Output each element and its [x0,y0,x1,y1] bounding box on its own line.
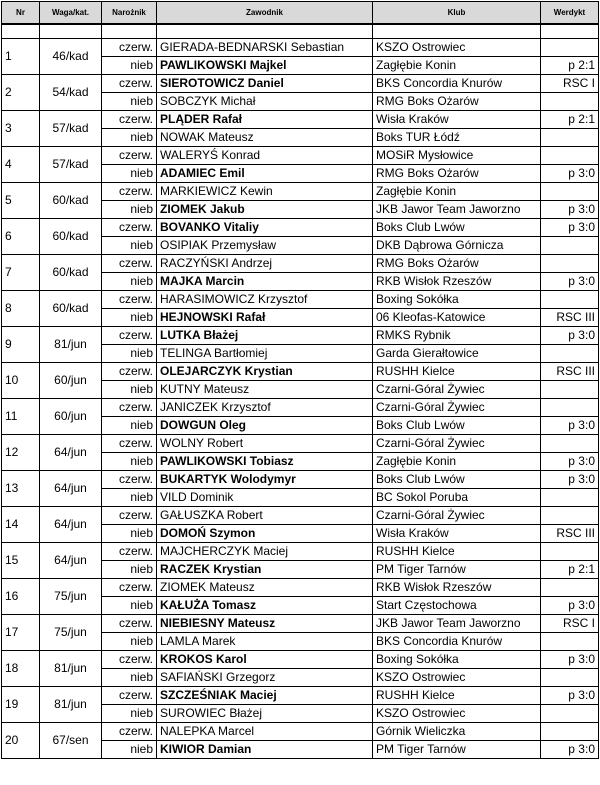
verdict-cell [541,93,599,111]
verdict-cell: RSC III [541,363,599,381]
club-name: Górnik Wieliczka [373,723,541,741]
club-name: BC Sokol Poruba [373,489,541,507]
table-row [2,507,599,525]
club-name: Boks Club Lwów [373,471,541,489]
corner-cell: nieb [102,417,157,435]
club-name: RKB Wisłok Rzeszów [373,579,541,597]
fighter-name: WOLNY Robert [157,435,373,453]
verdict-cell [541,489,599,507]
fighter-name: GIERADA-BEDNARSKI Sebastian [157,39,373,57]
fighter-name: LUTKA Błażej [157,327,373,345]
fighter-name: ZIOMEK Mateusz [157,579,373,597]
corner-cell: czerw. [102,687,157,705]
fighter-name: BUKARTYK Wolodymyr [157,471,373,489]
club-name: RMG Boks Ożarów [373,255,541,273]
spacer-cell [373,24,541,39]
bout-number: 8 [2,291,40,327]
club-name: MOSiR Mysłowice [373,147,541,165]
weight-category: 64/jun [40,471,102,507]
table-row [2,435,599,453]
corner-cell: czerw. [102,183,157,201]
table-row [2,471,599,489]
corner-cell: nieb [102,705,157,723]
verdict-cell [541,129,599,147]
corner-cell: czerw. [102,651,157,669]
weight-category: 64/jun [40,507,102,543]
club-name: DKB Dąbrowa Górnicza [373,237,541,255]
corner-cell: czerw. [102,327,157,345]
verdict-cell [541,147,599,165]
verdict-cell [541,435,599,453]
table-row [2,651,599,669]
table-row [2,219,599,237]
corner-cell: czerw. [102,399,157,417]
header-zawodnik: Zawodnik [157,2,373,25]
weight-category: 67/sen [40,723,102,759]
table-row [2,75,599,93]
club-name: Czarni-Góral Żywiec [373,507,541,525]
club-name: RMKS Rybnik [373,327,541,345]
fighter-name: WALERYŚ Konrad [157,147,373,165]
corner-cell: czerw. [102,147,157,165]
club-name: RMG Boks Ożarów [373,93,541,111]
verdict-cell: p 3:0 [541,597,599,615]
verdict-cell [541,345,599,363]
verdict-cell [541,381,599,399]
corner-cell: nieb [102,273,157,291]
corner-cell: nieb [102,561,157,579]
club-name: RUSHH Kielce [373,363,541,381]
corner-cell: czerw. [102,579,157,597]
club-name: Garda Gierałtowice [373,345,541,363]
table-row [2,399,599,417]
fighter-name: HARASIMOWICZ Krzysztof [157,291,373,309]
table-row [2,183,599,201]
fighter-name: GAŁUSZKA Robert [157,507,373,525]
club-name: Zagłębie Konin [373,453,541,471]
corner-cell: nieb [102,93,157,111]
bout-number: 18 [2,651,40,687]
bout-number: 2 [2,75,40,111]
fighter-name: MARKIEWICZ Kewin [157,183,373,201]
table-row [2,723,599,741]
bout-number: 9 [2,327,40,363]
verdict-cell: p 3:0 [541,417,599,435]
fighter-name: OSIPIAK Przemysław [157,237,373,255]
corner-cell: czerw. [102,363,157,381]
bout-number: 6 [2,219,40,255]
corner-cell: nieb [102,129,157,147]
bout-number: 5 [2,183,40,219]
verdict-cell: p 2:1 [541,111,599,129]
table-row [2,39,599,57]
table-row [2,255,599,273]
fighter-name: SUROWIEC Błażej [157,705,373,723]
weight-category: 60/jun [40,363,102,399]
club-name: Boks Club Lwów [373,219,541,237]
verdict-cell: RSC I [541,75,599,93]
corner-cell: czerw. [102,435,157,453]
weight-category: 60/kad [40,219,102,255]
corner-cell: nieb [102,669,157,687]
table-row [2,543,599,561]
verdict-cell [541,39,599,57]
table-row [2,291,599,309]
weight-category: 57/kad [40,147,102,183]
corner-cell: czerw. [102,615,157,633]
verdict-cell: RSC III [541,525,599,543]
spacer-cell [102,24,157,39]
header-nr: Nr [2,2,40,25]
bout-number: 7 [2,255,40,291]
bout-number: 13 [2,471,40,507]
bout-number: 4 [2,147,40,183]
corner-cell: nieb [102,201,157,219]
weight-category: 81/jun [40,327,102,363]
weight-category: 60/kad [40,183,102,219]
verdict-cell: p 3:0 [541,651,599,669]
fighter-name: SIEROTOWICZ Daniel [157,75,373,93]
club-name: Zagłębie Konin [373,183,541,201]
bout-number: 10 [2,363,40,399]
bout-number: 3 [2,111,40,147]
bout-number: 12 [2,435,40,471]
corner-cell: nieb [102,345,157,363]
club-name: RUSHH Kielce [373,543,541,561]
spacer-cell [40,24,102,39]
club-name: Boks TUR Łódź [373,129,541,147]
header-werdykt: Werdykt [541,2,599,25]
fighter-name: DOMOŃ Szymon [157,525,373,543]
table-row [2,327,599,345]
verdict-cell [541,399,599,417]
corner-cell: nieb [102,489,157,507]
corner-cell: czerw. [102,39,157,57]
verdict-cell [541,633,599,651]
fighter-name: VILD Dominik [157,489,373,507]
fighter-name: MAJKA Marcin [157,273,373,291]
corner-cell: nieb [102,381,157,399]
verdict-cell [541,705,599,723]
verdict-cell [541,237,599,255]
club-name: Boxing Sokółka [373,291,541,309]
corner-cell: czerw. [102,543,157,561]
bout-number: 16 [2,579,40,615]
fighter-name: RACZYŃSKI Andrzej [157,255,373,273]
verdict-cell: p 2:1 [541,561,599,579]
club-name: Start Częstochowa [373,597,541,615]
club-name: Boxing Sokółka [373,651,541,669]
club-name: Czarni-Góral Żywiec [373,399,541,417]
verdict-cell: p 3:0 [541,219,599,237]
club-name: RUSHH Kielce [373,687,541,705]
fighter-name: SZCZEŚNIAK Maciej [157,687,373,705]
club-name: Wisła Kraków [373,111,541,129]
verdict-cell [541,183,599,201]
header-naroznik: Narożnik [102,2,157,25]
results-body [2,24,599,759]
club-name: Czarni-Góral Żywiec [373,435,541,453]
club-name: PM Tiger Tarnów [373,561,541,579]
corner-cell: czerw. [102,219,157,237]
spacer-cell [2,24,40,39]
club-name: BKS Concordia Knurów [373,75,541,93]
bout-number: 14 [2,507,40,543]
club-name: Zagłębie Konin [373,57,541,75]
weight-category: 60/jun [40,399,102,435]
bout-number: 19 [2,687,40,723]
fighter-name: RACZEK Krystian [157,561,373,579]
weight-category: 64/jun [40,543,102,579]
weight-category: 57/kad [40,111,102,147]
corner-cell: nieb [102,597,157,615]
corner-cell: nieb [102,633,157,651]
fighter-name: HEJNOWSKI Rafał [157,309,373,327]
corner-cell: czerw. [102,723,157,741]
verdict-cell [541,291,599,309]
verdict-cell [541,507,599,525]
spacer-cell [541,24,599,39]
header-row [2,2,599,25]
fighter-name: SAFIAŃSKI Grzegorz [157,669,373,687]
verdict-cell: p 3:0 [541,471,599,489]
club-name: RMG Boks Ożarów [373,165,541,183]
fighter-name: ADAMIEC Emil [157,165,373,183]
table-row [2,147,599,165]
bout-number: 1 [2,39,40,75]
verdict-cell [541,255,599,273]
club-name: RKB Wisłok Rzeszów [373,273,541,291]
fighter-name: NIEBIESNY Mateusz [157,615,373,633]
table-row [2,111,599,129]
header-klub: Klub [373,2,541,25]
fighter-name: PAWLIKOWSKI Majkel [157,57,373,75]
verdict-cell: p 3:0 [541,165,599,183]
corner-cell: czerw. [102,75,157,93]
table-row [2,579,599,597]
club-name: KSZO Ostrowiec [373,705,541,723]
fighter-name: KROKOS Karol [157,651,373,669]
corner-cell: nieb [102,453,157,471]
fighter-name: PLĄDER Rafał [157,111,373,129]
club-name: KSZO Ostrowiec [373,39,541,57]
club-name: JKB Jawor Team Jaworzno [373,201,541,219]
fighter-name: ZIOMEK Jakub [157,201,373,219]
fighter-name: KAŁUŻA Tomasz [157,597,373,615]
fighter-name: MAJCHERCZYK Maciej [157,543,373,561]
bout-number: 20 [2,723,40,759]
club-name: Czarni-Góral Żywiec [373,381,541,399]
club-name: Boks Club Lwów [373,417,541,435]
bout-number: 17 [2,615,40,651]
fighter-name: NALEPKA Marcel [157,723,373,741]
corner-cell: czerw. [102,255,157,273]
corner-cell: nieb [102,525,157,543]
verdict-cell: p 3:0 [541,201,599,219]
verdict-cell [541,579,599,597]
weight-category: 75/jun [40,579,102,615]
verdict-cell: p 3:0 [541,273,599,291]
fighter-name: TELINGA Bartłomiej [157,345,373,363]
header-waga: Waga/kat. [40,2,102,25]
verdict-cell: p 2:1 [541,57,599,75]
club-name: PM Tiger Tarnów [373,741,541,759]
fighter-name: KUTNY Mateusz [157,381,373,399]
spacer-row [2,24,599,39]
fighter-name: DOWGUN Oleg [157,417,373,435]
weight-category: 60/kad [40,255,102,291]
fighter-name: OLEJARCZYK Krystian [157,363,373,381]
weight-category: 81/jun [40,651,102,687]
verdict-cell: p 3:0 [541,327,599,345]
corner-cell: czerw. [102,507,157,525]
bout-number: 11 [2,399,40,435]
club-name: Wisła Kraków [373,525,541,543]
corner-cell: nieb [102,741,157,759]
corner-cell: nieb [102,57,157,75]
bout-number: 15 [2,543,40,579]
verdict-cell: p 3:0 [541,741,599,759]
fighter-name: SOBCZYK Michał [157,93,373,111]
verdict-cell: p 3:0 [541,453,599,471]
verdict-cell [541,723,599,741]
weight-category: 81/jun [40,687,102,723]
club-name: BKS Concordia Knurów [373,633,541,651]
weight-category: 46/kad [40,39,102,75]
weight-category: 54/kad [40,75,102,111]
results-table [1,1,599,759]
fighter-name: JANICZEK Krzysztof [157,399,373,417]
corner-cell: czerw. [102,471,157,489]
weight-category: 64/jun [40,435,102,471]
fighter-name: LAMLA Marek [157,633,373,651]
verdict-cell: RSC I [541,615,599,633]
verdict-cell [541,669,599,687]
table-row [2,363,599,381]
verdict-cell: p 3:0 [541,687,599,705]
club-name: JKB Jawor Team Jaworzno [373,615,541,633]
fighter-name: BOVANKO Vitaliy [157,219,373,237]
fighter-name: PAWLIKOWSKI Tobiasz [157,453,373,471]
fighter-name: NOWAK Mateusz [157,129,373,147]
weight-category: 75/jun [40,615,102,651]
table-row [2,615,599,633]
corner-cell: czerw. [102,111,157,129]
corner-cell: nieb [102,309,157,327]
club-name: 06 Kleofas-Katowice [373,309,541,327]
spacer-cell [157,24,373,39]
weight-category: 60/kad [40,291,102,327]
corner-cell: czerw. [102,291,157,309]
fighter-name: KIWIOR Damian [157,741,373,759]
corner-cell: nieb [102,237,157,255]
verdict-cell: RSC III [541,309,599,327]
club-name: KSZO Ostrowiec [373,669,541,687]
table-row [2,687,599,705]
corner-cell: nieb [102,165,157,183]
verdict-cell [541,543,599,561]
